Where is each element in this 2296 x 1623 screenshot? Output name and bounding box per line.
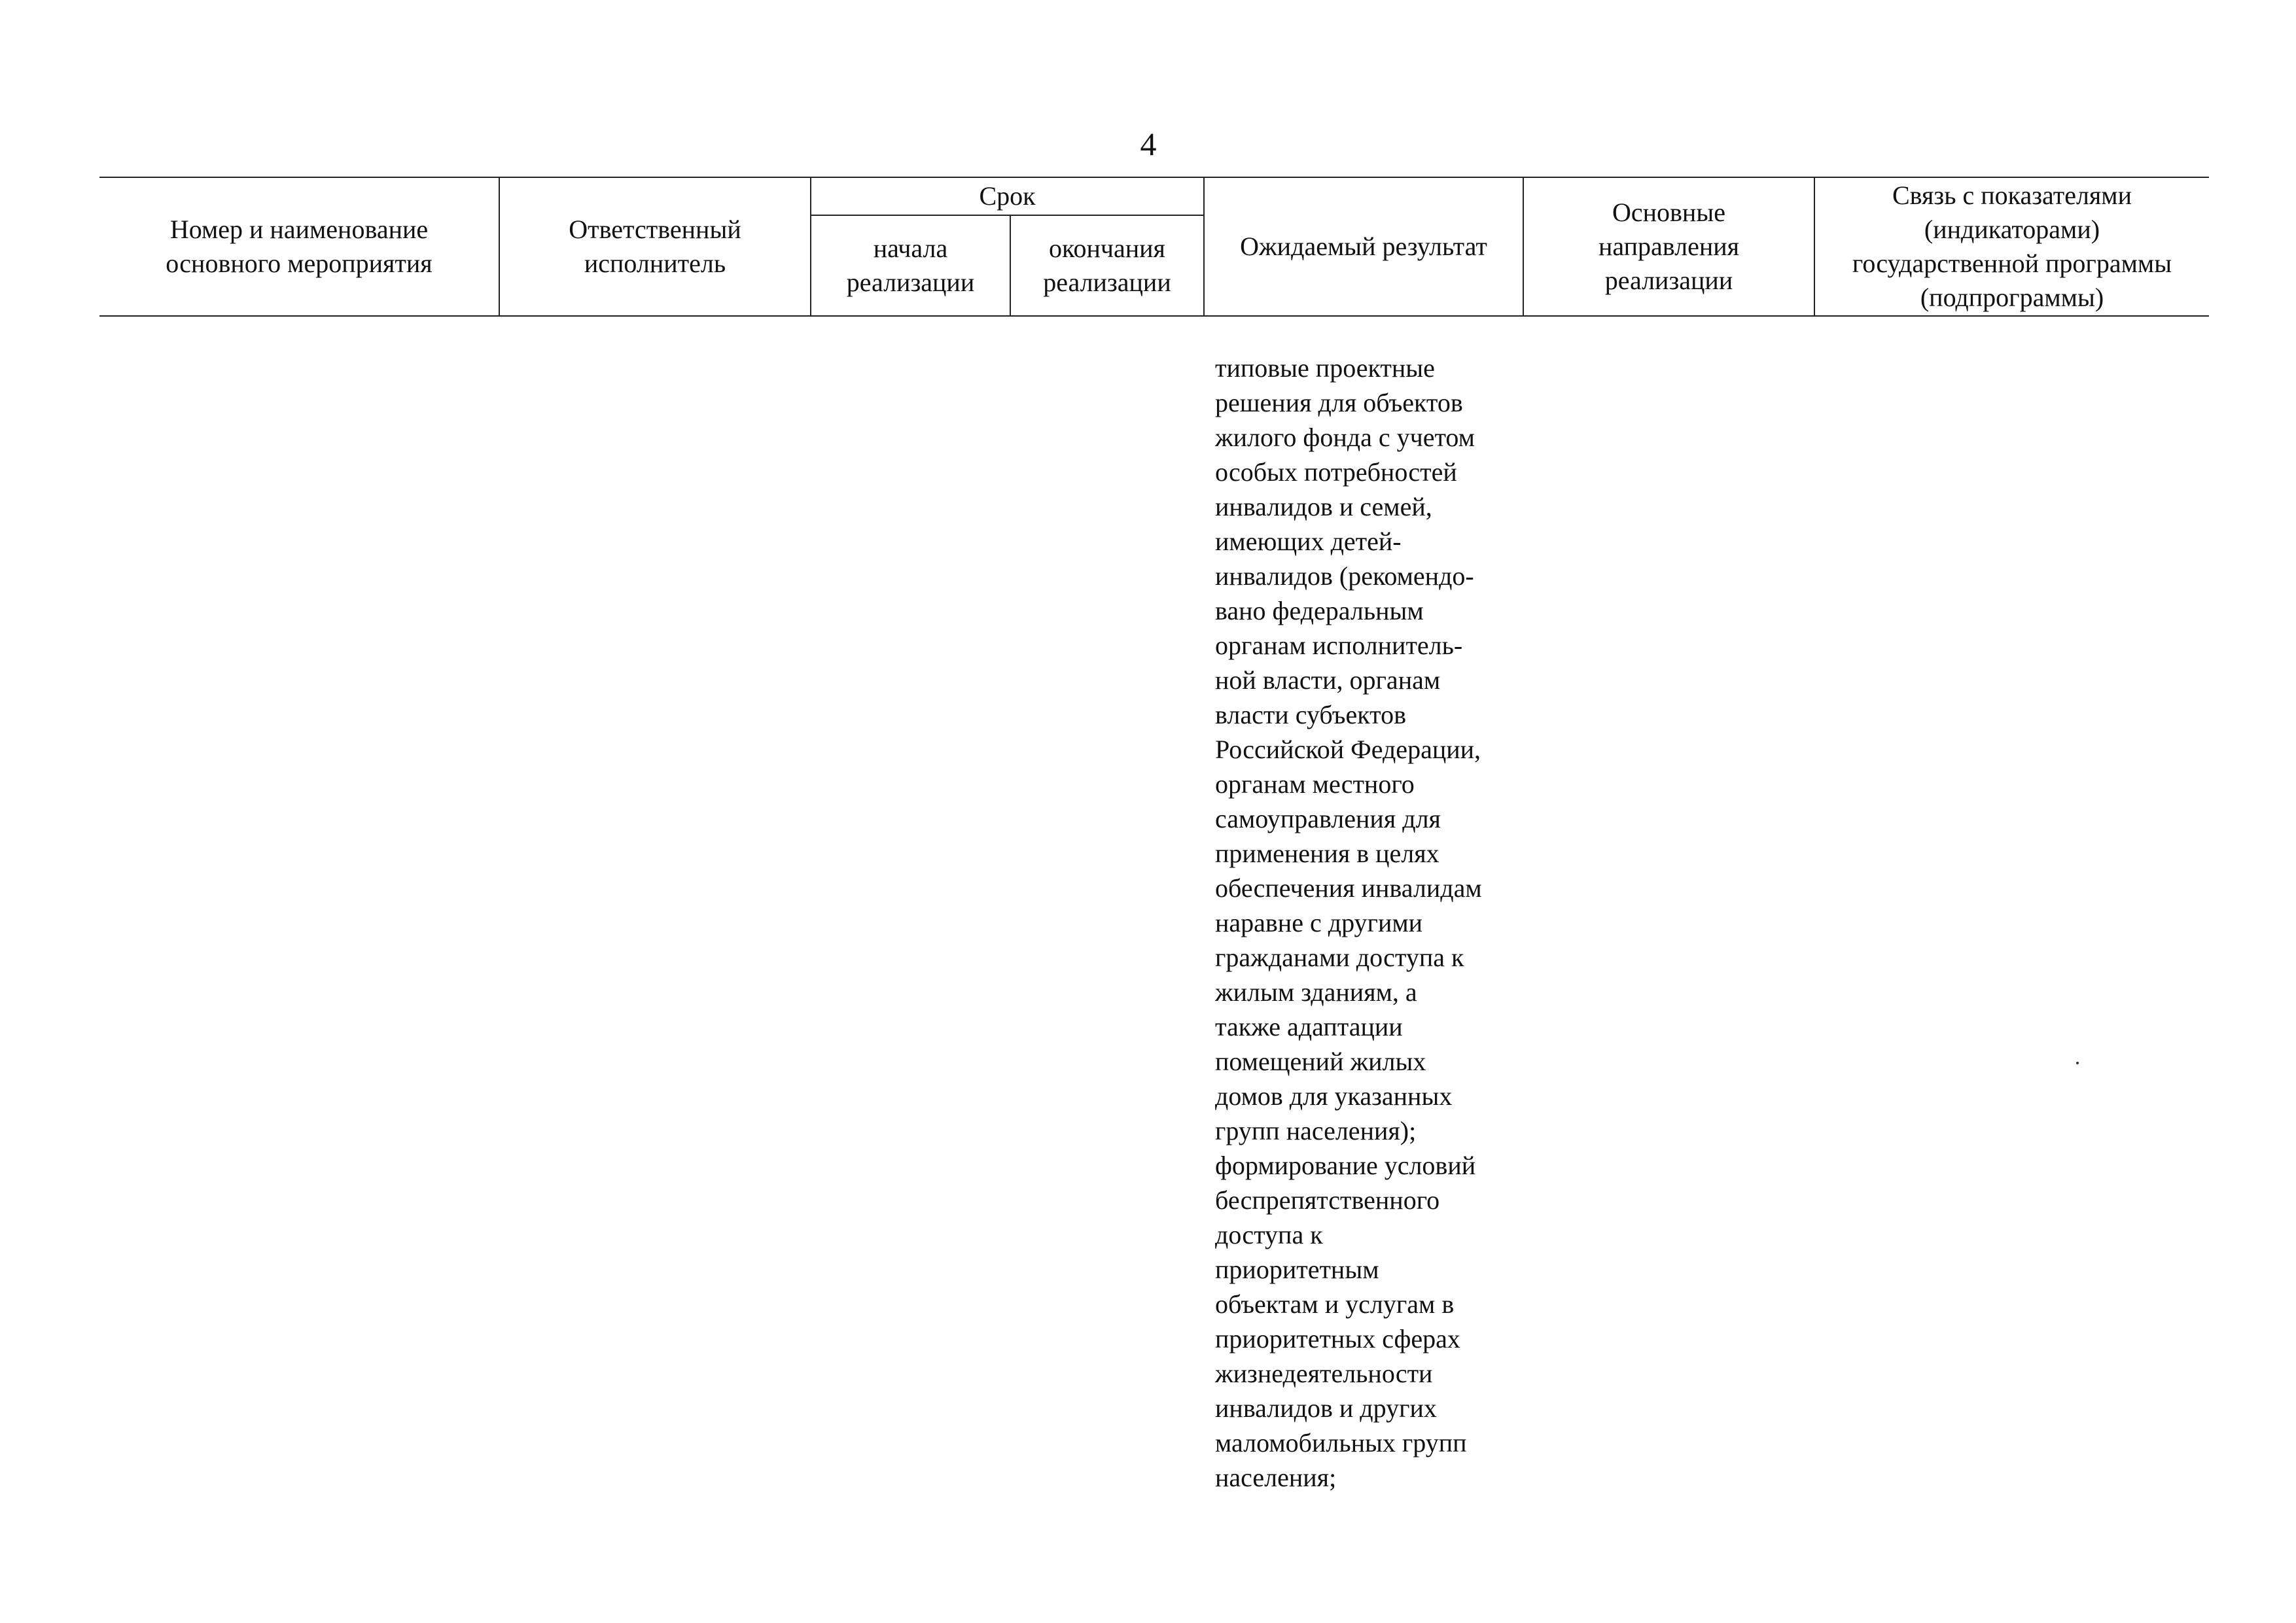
scan-speck bbox=[2076, 1062, 2079, 1064]
expected-result-cell: типовые проектные решения для объектов жилого фонда с учетом особых потребностей инвалидов и семей, имеющих детей- инвалидов (рекомендо- вано федеральным органам исполнитель- ной власти, органам власти субъектов Российской Федерации, органам местного самоуправления для применения в целях обеспечения инвалидам наравне с другими гражданами доступа к жилым зданиям, а также адаптации помещений жилых домов для указанных групп населения); формирование условий беспрепятственного доступа к приоритетным объектам и услугам в приоритетных сферах жизнедеятельности инвалидов и других маломобильных групп населения; bbox=[1215, 353, 1482, 1492]
header-indicators: Связь с показателями (индикаторами) государственной программы (подпрограммы) bbox=[1852, 181, 2172, 312]
table-header bbox=[99, 177, 2209, 317]
header-term-start: начала реализации bbox=[846, 234, 975, 297]
header-activity: Номер и наименование основного мероприятия bbox=[166, 215, 433, 278]
header-directions: Основные направления реализации bbox=[1598, 198, 1740, 295]
header-term: Срок bbox=[979, 181, 1036, 211]
header-expected-result: Ожидаемый результат bbox=[1240, 232, 1487, 261]
header-responsible: Ответственный исполнитель bbox=[569, 215, 741, 278]
header-term-end: окончания реализации bbox=[1043, 234, 1171, 297]
page-number: 4 bbox=[1140, 126, 1157, 162]
